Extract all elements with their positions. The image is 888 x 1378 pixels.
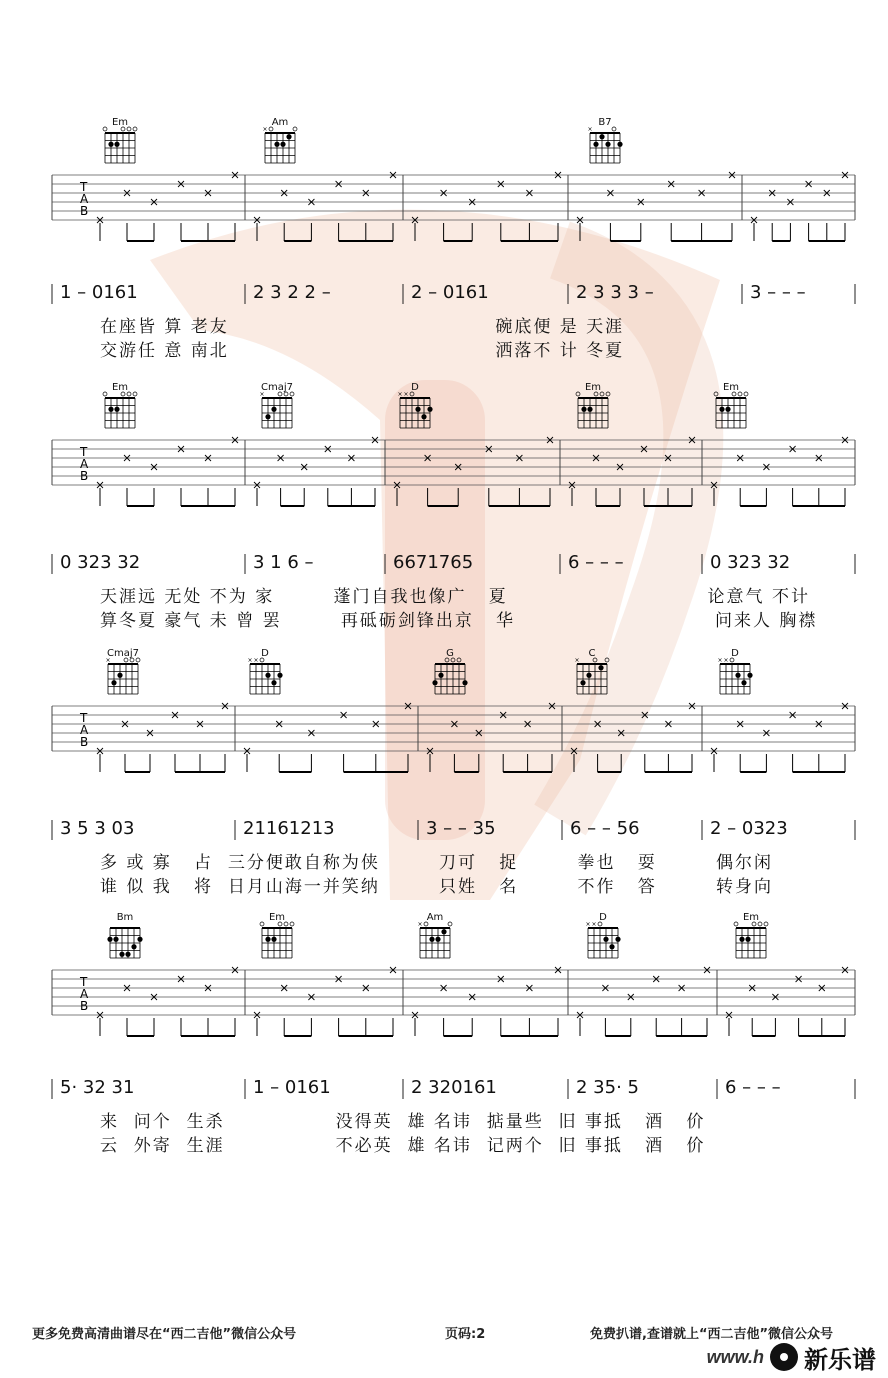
finger-dot bbox=[462, 680, 467, 685]
chord-diagram bbox=[103, 392, 137, 428]
chord-diagram bbox=[575, 657, 610, 694]
tab-note-mark bbox=[689, 437, 695, 506]
tab-clef-letter: B bbox=[80, 469, 89, 483]
notation-measure: 2 3 2 2 – bbox=[253, 282, 331, 303]
chord-diagram bbox=[586, 921, 621, 958]
tab-clef-letter: T bbox=[80, 975, 88, 989]
tab-note-mark bbox=[205, 455, 211, 506]
chord-name: Em bbox=[722, 382, 740, 393]
tab-note-mark bbox=[363, 190, 369, 241]
chord-diagram bbox=[107, 928, 142, 958]
tab-note-mark bbox=[689, 703, 695, 772]
tab-clef-letter: T bbox=[80, 445, 88, 459]
chord-name: Em bbox=[111, 117, 129, 128]
finger-dot bbox=[280, 142, 285, 147]
chord-diagram bbox=[260, 391, 295, 428]
tab-note-mark bbox=[577, 217, 583, 241]
tab-note-mark bbox=[525, 721, 531, 772]
tab-note-mark bbox=[394, 482, 400, 506]
notation-measure: 3 5 3 03 bbox=[60, 818, 135, 839]
tab-system bbox=[52, 126, 855, 304]
tab-note-mark bbox=[819, 985, 825, 1036]
tab-note-mark bbox=[726, 1012, 732, 1036]
tab-note-mark bbox=[97, 217, 103, 241]
chord-name: Em bbox=[111, 382, 129, 393]
notation-measure: 21161213 bbox=[243, 818, 335, 839]
chord-name: Bm bbox=[116, 912, 134, 923]
finger-dot bbox=[117, 673, 122, 678]
finger-dot bbox=[747, 673, 752, 678]
tab-note-mark bbox=[665, 721, 671, 772]
mute-mark: × bbox=[717, 657, 723, 664]
tab-note-mark bbox=[412, 1012, 418, 1036]
finger-dot bbox=[741, 680, 746, 685]
chord-name: D bbox=[411, 382, 419, 393]
chord-name: C bbox=[588, 648, 596, 659]
tab-note-mark bbox=[595, 721, 601, 772]
notation-measure: 2 3 3 3 – bbox=[576, 282, 654, 303]
brand-name: 新乐谱 bbox=[804, 1345, 876, 1374]
chord-name: Cmaj7 bbox=[107, 648, 139, 659]
tab-note-mark bbox=[281, 190, 287, 241]
tab-note-mark bbox=[232, 437, 238, 506]
tab-note-mark bbox=[124, 455, 130, 506]
tab-system bbox=[52, 921, 855, 1099]
finger-dot bbox=[605, 142, 610, 147]
mute-mark: × bbox=[262, 126, 268, 133]
mute-mark: × bbox=[574, 657, 580, 664]
tab-note-mark bbox=[122, 721, 128, 772]
brand-url: www.h bbox=[706, 1346, 764, 1367]
finger-dot bbox=[114, 142, 119, 147]
chord-diagram bbox=[432, 658, 467, 694]
finger-dot bbox=[735, 673, 740, 678]
vinyl-disc-icon bbox=[770, 1343, 798, 1371]
tab-clef-letter: B bbox=[80, 999, 89, 1013]
finger-dot bbox=[599, 134, 604, 139]
tab-note-mark bbox=[348, 455, 354, 506]
tab-clef-letter: A bbox=[80, 457, 89, 471]
notation-measure: 1 – 0161 bbox=[253, 1077, 331, 1098]
lyrics-verse-2: 交游任 意 南北 洒落不 计 冬夏 bbox=[100, 341, 625, 361]
mute-mark: × bbox=[253, 657, 259, 664]
tab-note-mark bbox=[124, 985, 130, 1036]
tab-note-mark bbox=[222, 703, 228, 772]
finger-dot bbox=[586, 673, 591, 678]
chord-name: B7 bbox=[598, 117, 612, 128]
tab-note-mark bbox=[737, 721, 743, 772]
finger-dot bbox=[598, 665, 603, 670]
brand-logo bbox=[707, 1340, 876, 1374]
lyrics-verse-1: 天涯远 无处 不为 家 蓬门自我也像广 夏 论意气 不计 bbox=[100, 587, 810, 607]
finger-dot bbox=[113, 937, 118, 942]
chord-diagram bbox=[106, 657, 141, 694]
tab-note-mark bbox=[699, 190, 705, 241]
notation-measure: 6 – – 56 bbox=[570, 818, 640, 839]
tab-note-mark bbox=[526, 985, 532, 1036]
lyrics-verse-2: 谁 似 我 将 日月山海一并笑纳 只姓 名 不作 答 转身向 bbox=[100, 877, 773, 897]
tab-note-mark bbox=[441, 190, 447, 241]
tab-clef-letter: T bbox=[80, 711, 88, 725]
tab-note-mark bbox=[602, 985, 608, 1036]
tab-clef-letter: B bbox=[80, 735, 89, 749]
tab-note-mark bbox=[425, 455, 431, 506]
finger-dot bbox=[432, 680, 437, 685]
tab-system bbox=[52, 391, 855, 574]
lyrics-verse-1: 来 问个 生杀 没得英 雄 名讳 掂量些 旧 事抵 酒 价 bbox=[100, 1112, 706, 1132]
mute-mark: × bbox=[723, 657, 729, 664]
finger-dot bbox=[274, 142, 279, 147]
tab-note-mark bbox=[372, 437, 378, 506]
tab-note-mark bbox=[254, 482, 260, 506]
mute-mark: × bbox=[397, 391, 403, 398]
tab-note-mark bbox=[97, 1012, 103, 1036]
page-number: 页码:2 bbox=[445, 1327, 486, 1342]
mute-mark: × bbox=[417, 921, 423, 928]
tab-note-mark bbox=[516, 455, 522, 506]
tab-note-mark bbox=[244, 748, 250, 772]
notation-measure: 2 – 0323 bbox=[710, 818, 788, 839]
tab-note-mark bbox=[569, 482, 575, 506]
chord-name: Am bbox=[271, 117, 289, 128]
tab-note-mark bbox=[97, 748, 103, 772]
finger-dot bbox=[609, 944, 614, 949]
mute-mark: × bbox=[585, 921, 591, 928]
notation-measure: 2 – 0161 bbox=[411, 282, 489, 303]
lyrics-verse-1: 在座皆 算 老友 碗底便 是 天涯 bbox=[100, 317, 625, 337]
tab-note-mark bbox=[205, 985, 211, 1036]
finger-dot bbox=[719, 407, 724, 412]
chord-name: D bbox=[261, 648, 269, 659]
finger-dot bbox=[435, 937, 440, 942]
tab-note-mark bbox=[816, 721, 822, 772]
notation-measure: 6 – – – bbox=[568, 552, 624, 573]
notation-measure: 3 1 6 – bbox=[253, 552, 314, 573]
mute-mark: × bbox=[403, 391, 409, 398]
tab-note-mark bbox=[205, 190, 211, 241]
tab-clef-letter: A bbox=[80, 192, 89, 206]
finger-dot bbox=[107, 937, 112, 942]
tab-note-mark bbox=[577, 1012, 583, 1036]
footer-left-text: 更多免费高清曲谱尽在“西二吉他”微信公众号 bbox=[32, 1327, 297, 1342]
chord-name: D bbox=[599, 912, 607, 923]
chord-diagram bbox=[714, 392, 748, 428]
tab-note-mark bbox=[842, 172, 848, 241]
finger-dot bbox=[617, 142, 622, 147]
finger-dot bbox=[111, 680, 116, 685]
mute-mark: × bbox=[591, 921, 597, 928]
tab-note-mark bbox=[281, 985, 287, 1036]
finger-dot bbox=[615, 937, 620, 942]
tab-note-mark bbox=[555, 172, 561, 241]
tab-note-mark bbox=[737, 455, 743, 506]
tab-note-mark bbox=[124, 190, 130, 241]
notation-measure: 3 – – – bbox=[750, 282, 806, 303]
mute-mark: × bbox=[587, 126, 593, 133]
tab-note-mark bbox=[751, 217, 757, 241]
finger-dot bbox=[603, 937, 608, 942]
chord-name: Em bbox=[584, 382, 602, 393]
notation-measure: 6 – – – bbox=[725, 1077, 781, 1098]
finger-dot bbox=[277, 673, 282, 678]
tab-clef-letter: B bbox=[80, 204, 89, 218]
chord-diagram bbox=[588, 126, 623, 163]
finger-dot bbox=[271, 680, 276, 685]
chord-diagram bbox=[103, 127, 137, 163]
tab-note-mark bbox=[607, 190, 613, 241]
chord-name: D bbox=[731, 648, 739, 659]
finger-dot bbox=[415, 407, 420, 412]
tab-note-mark bbox=[711, 482, 717, 506]
tab-note-mark bbox=[232, 967, 238, 1036]
tab-note-mark bbox=[441, 985, 447, 1036]
chord-diagram bbox=[734, 922, 768, 958]
tab-clef-letter: T bbox=[80, 180, 88, 194]
chord-diagram bbox=[398, 391, 433, 428]
finger-dot bbox=[125, 952, 130, 957]
notation-measure: 0 323 32 bbox=[60, 552, 141, 573]
tab-note-mark bbox=[278, 455, 284, 506]
finger-dot bbox=[137, 937, 142, 942]
notation-measure: 2 35· 5 bbox=[576, 1077, 639, 1098]
tab-note-mark bbox=[665, 455, 671, 506]
mute-mark: × bbox=[105, 657, 111, 664]
chord-name: Am bbox=[426, 912, 444, 923]
tab-note-mark bbox=[363, 985, 369, 1036]
finger-dot bbox=[725, 407, 730, 412]
lyrics-verse-2: 算冬夏 豪气 未 曾 罢 再砥砺剑锋出京 华 问来人 胸襟 bbox=[100, 611, 818, 631]
tab-note-mark bbox=[451, 721, 457, 772]
tab-note-mark bbox=[390, 172, 396, 241]
notation-measure: 1 – 0161 bbox=[60, 282, 138, 303]
chord-diagram bbox=[418, 921, 453, 958]
finger-dot bbox=[587, 407, 592, 412]
footer-right-text: 免费扒谱,查谱就上“西二吉他”微信公众号 bbox=[590, 1327, 834, 1342]
tab-note-mark bbox=[571, 748, 577, 772]
tab-note-mark bbox=[254, 217, 260, 241]
tab-note-mark bbox=[842, 437, 848, 506]
tab-note-mark bbox=[412, 217, 418, 241]
tab-note-mark bbox=[769, 190, 775, 241]
tab-note-mark bbox=[390, 967, 396, 1036]
tab-note-mark bbox=[816, 455, 822, 506]
finger-dot bbox=[745, 937, 750, 942]
tab-note-mark bbox=[405, 703, 411, 772]
tab-note-mark bbox=[197, 721, 203, 772]
chord-name: Em bbox=[268, 912, 286, 923]
finger-dot bbox=[580, 680, 585, 685]
tab-note-mark bbox=[232, 172, 238, 241]
chord-diagram bbox=[248, 657, 283, 694]
tab-note-mark bbox=[824, 190, 830, 241]
finger-dot bbox=[427, 407, 432, 412]
tab-note-mark bbox=[842, 703, 848, 772]
finger-dot bbox=[421, 414, 426, 419]
finger-dot bbox=[271, 407, 276, 412]
finger-dot bbox=[108, 407, 113, 412]
tab-note-mark bbox=[704, 967, 710, 1036]
finger-dot bbox=[438, 673, 443, 678]
mute-mark: × bbox=[259, 391, 265, 398]
tab-note-mark bbox=[749, 985, 755, 1036]
notation-measure: 2 320161 bbox=[411, 1077, 497, 1098]
finger-dot bbox=[581, 407, 586, 412]
notation-measure: 3 – – 35 bbox=[426, 818, 496, 839]
chord-name: Cmaj7 bbox=[261, 382, 293, 393]
tab-clef-letter: A bbox=[80, 987, 89, 1001]
finger-dot bbox=[114, 407, 119, 412]
finger-dot bbox=[265, 937, 270, 942]
tab-note-mark bbox=[97, 482, 103, 506]
tab-note-mark bbox=[679, 985, 685, 1036]
tab-note-mark bbox=[276, 721, 282, 772]
tab-note-mark bbox=[842, 967, 848, 1036]
tab-note-mark bbox=[373, 721, 379, 772]
notation-measure: 5· 32 31 bbox=[60, 1077, 135, 1098]
finger-dot bbox=[265, 673, 270, 678]
tab-note-mark bbox=[555, 967, 561, 1036]
tab-note-mark bbox=[729, 172, 735, 241]
finger-dot bbox=[286, 134, 291, 139]
chord-diagram bbox=[718, 657, 753, 694]
finger-dot bbox=[265, 414, 270, 419]
notation-measure: 6671765 bbox=[393, 552, 474, 573]
tab-note-mark bbox=[526, 190, 532, 241]
mute-mark: × bbox=[247, 657, 253, 664]
finger-dot bbox=[739, 937, 744, 942]
lyrics-verse-1: 多 或 寡 占 三分便敢自称为侠 刀可 捉 拳也 耍 偶尔闲 bbox=[100, 853, 773, 873]
chord-diagram bbox=[263, 126, 298, 163]
finger-dot bbox=[131, 944, 136, 949]
chord-name: Em bbox=[742, 912, 760, 923]
finger-dot bbox=[441, 929, 446, 934]
tab-note-mark bbox=[547, 437, 553, 506]
notation-measure: 0 323 32 bbox=[710, 552, 791, 573]
chord-diagram bbox=[260, 922, 294, 958]
tab-note-mark bbox=[593, 455, 599, 506]
tab-note-mark bbox=[549, 703, 555, 772]
lyrics-verse-2: 云 外寄 生涯 不必英 雄 名讳 记两个 旧 事抵 酒 价 bbox=[100, 1136, 706, 1156]
tab-note-mark bbox=[254, 1012, 260, 1036]
finger-dot bbox=[271, 937, 276, 942]
tab-note-mark bbox=[711, 748, 717, 772]
finger-dot bbox=[119, 952, 124, 957]
tab-note-mark bbox=[427, 748, 433, 772]
tab-clef-letter: A bbox=[80, 723, 89, 737]
finger-dot bbox=[108, 142, 113, 147]
finger-dot bbox=[593, 142, 598, 147]
chord-name: G bbox=[446, 648, 454, 659]
finger-dot bbox=[429, 937, 434, 942]
tab-system bbox=[52, 657, 855, 840]
chord-diagram bbox=[576, 392, 610, 428]
